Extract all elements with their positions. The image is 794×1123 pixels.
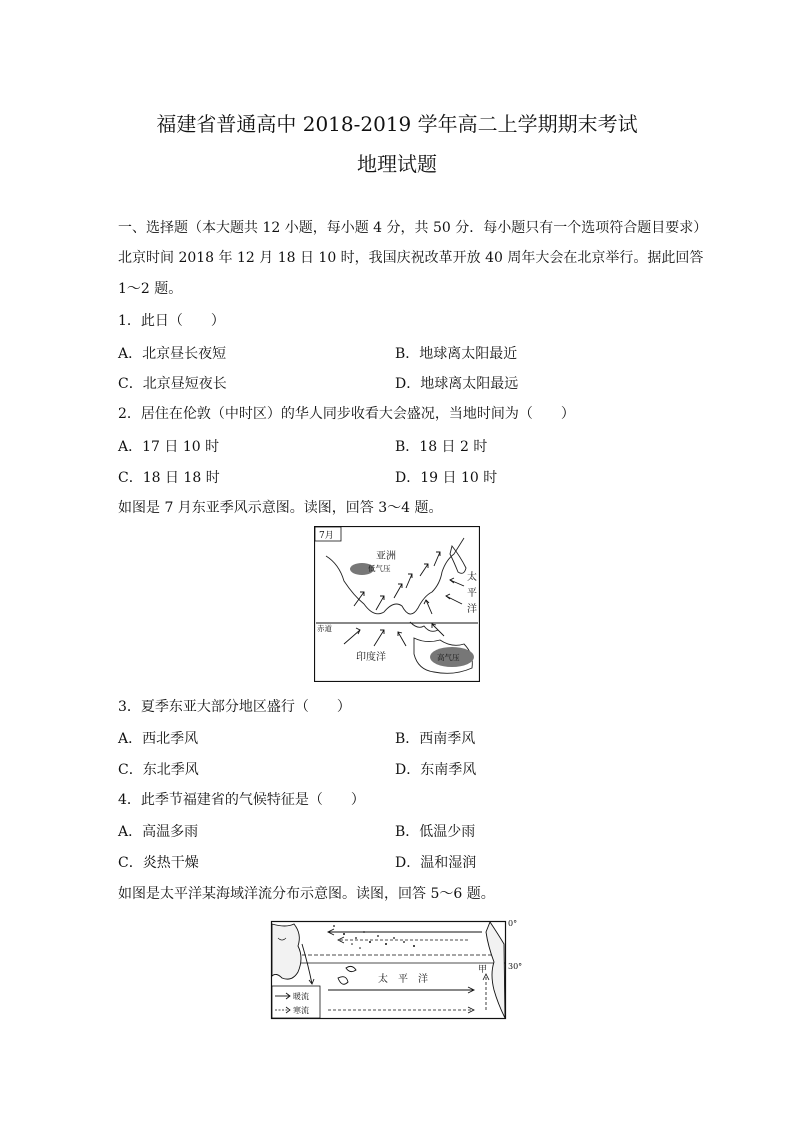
question-2-stem: 2．居住在伦敦（中时区）的华人同步收看大会盛况，当地时间为（ ） (118, 406, 575, 422)
question-4-stem: 4．此季节福建省的气候特征是（ ） (118, 792, 365, 808)
question-2-option-b: B．18 日 2 时 (395, 439, 488, 455)
ocean-current-map-figure (268, 914, 528, 1022)
passage-3-text: 如图是太平洋某海域洋流分布示意图。读图，回答 5～6 题。 (118, 886, 495, 902)
question-4-option-a: A．高温多雨 (118, 824, 199, 840)
map2-ocean-label: 太 平 洋 (378, 974, 428, 985)
monsoon-map-figure (314, 526, 480, 682)
map1-pacific-label-2: 平 (467, 588, 477, 599)
map2-lat-0-label: 0° (508, 919, 518, 928)
map1-high-pressure-label: 高气压 (437, 653, 460, 662)
question-3-option-c: C．东北季风 (118, 762, 199, 778)
passage-1-line-1: 北京时间 2018 年 12 月 18 日 10 时，我国庆祝改革开放 40 周年大会在北京举行。据此回答 (118, 250, 704, 266)
question-4-option-d: D．温和湿润 (395, 855, 477, 871)
monsoon-map (314, 526, 480, 682)
map2-lat-30-label: 30° (508, 962, 523, 971)
question-1-stem: 1．此日（ ） (118, 313, 225, 329)
question-4-option-b: B．低温少雨 (395, 824, 476, 840)
map1-asia-label: 亚洲 (376, 551, 396, 562)
passage-1-line-2: 1～2 题。 (118, 281, 183, 297)
map2-jia-label: 甲 (478, 965, 488, 975)
question-2-option-a: A．17 日 10 时 (118, 439, 220, 455)
map1-month-label: 7月 (319, 531, 334, 541)
question-2-option-c: C．18 日 18 时 (118, 470, 220, 486)
passage-2-text: 如图是 7 月东亚季风示意图。读图，回答 3～4 题。 (118, 500, 443, 516)
section-instruction: 一、选择题（本大题共 12 小题，每小题 4 分，共 50 分．每小题只有一个选项符合题目要求） (118, 220, 708, 236)
map1-equator-label: 赤道 (317, 624, 332, 633)
map1-indian-ocean-label: 印度洋 (356, 652, 386, 663)
map1-pacific-label-3: 洋 (467, 604, 477, 615)
question-3-option-a: A．西北季风 (118, 731, 199, 747)
ocean-current-map (268, 914, 528, 1022)
map2-legend-warm-label: 暖流 (293, 992, 309, 1001)
question-1-option-b: B．地球离太阳最近 (395, 346, 518, 362)
question-1-option-d: D．地球离太阳最远 (395, 376, 519, 392)
question-1-option-c: C．北京昼短夜长 (118, 376, 227, 392)
page-subtitle: 地理试题 (357, 152, 437, 176)
map1-low-pressure-label: 低气压 (368, 564, 391, 573)
map1-pacific-label-1: 太 (467, 572, 477, 583)
question-3-stem: 3．夏季东亚大部分地区盛行（ ） (118, 699, 351, 715)
question-2-option-d: D．19 日 10 时 (395, 470, 498, 486)
page-title: 福建省普通高中 2018-2019 学年高二上学期期末考试 (156, 112, 638, 136)
question-3-option-b: B．西南季风 (395, 731, 476, 747)
map2-legend-cold-label: 寒流 (293, 1006, 309, 1015)
question-4-option-c: C．炎热干燥 (118, 855, 199, 871)
question-3-option-d: D．东南季风 (395, 762, 477, 778)
question-1-option-a: A．北京昼长夜短 (118, 346, 227, 362)
